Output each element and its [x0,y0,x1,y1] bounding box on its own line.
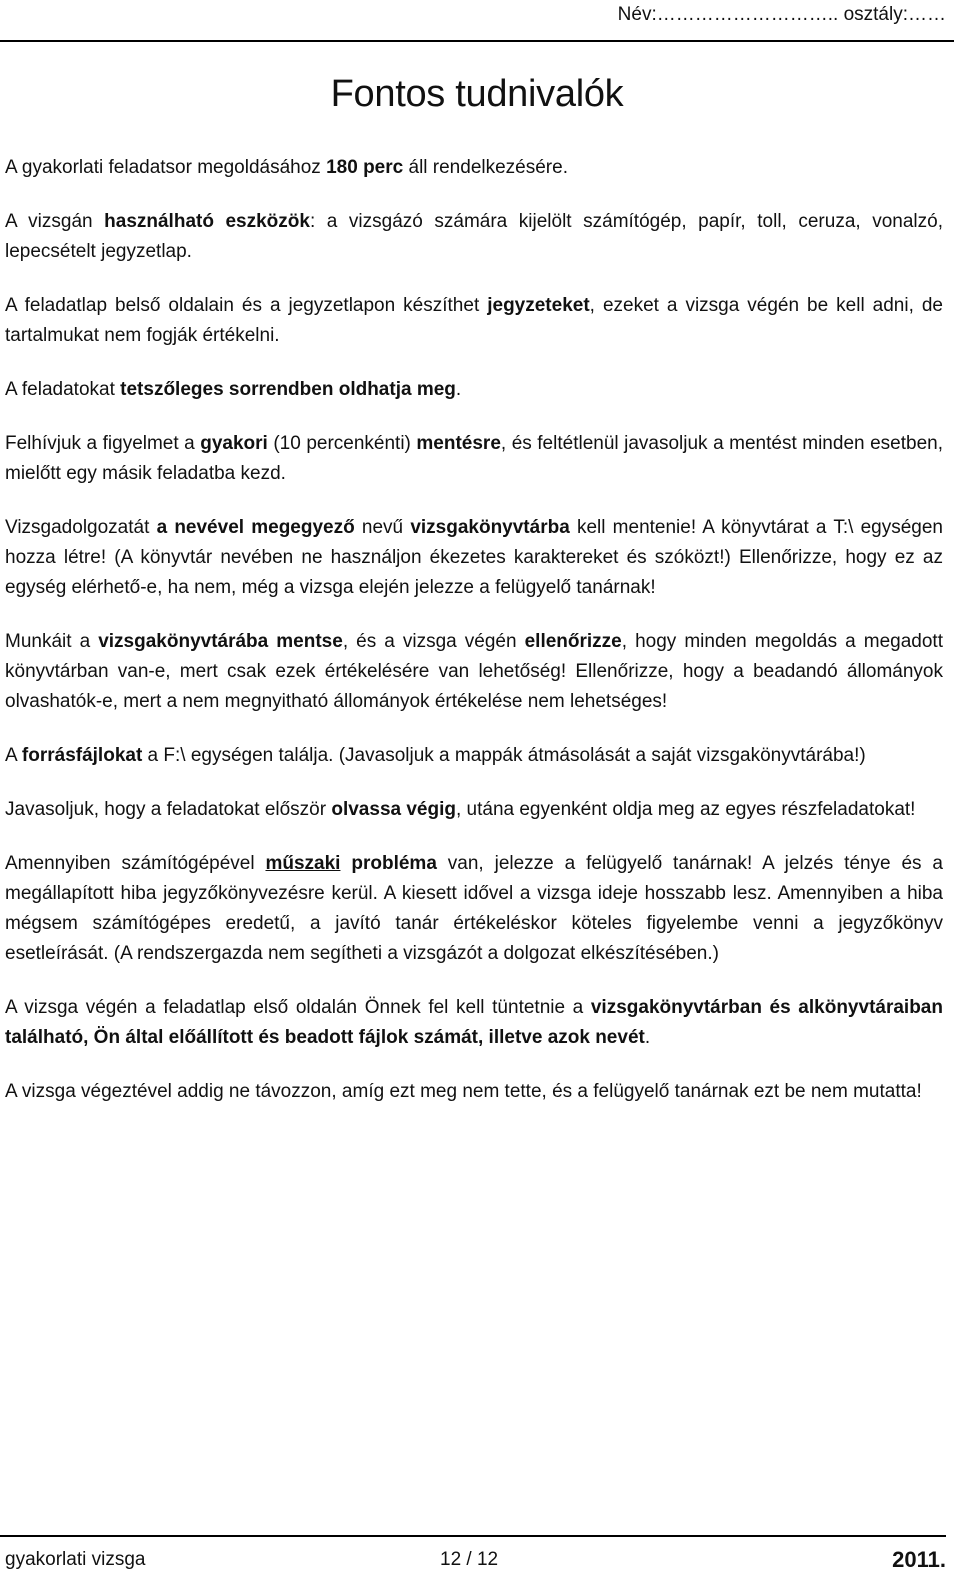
paragraph-exam-time: A gyakorlati feladatsor megoldásához 180 perc áll rendelkezésére. [5,157,568,178]
paragraph-leave: A vizsga végeztével addig ne távozzon, amíg ezt meg nem tette, és a felügyelő tanárnak ezt be nem mutatta! [5,1081,922,1102]
footer-exam-type: gyakorlati vizsga [5,1549,146,1570]
page-header [0,0,954,42]
paragraph-exam-folder: Vizsgadolgozatát a nevével megegyező nevű vizsgakönyvtárba kell mentenie! A könyvtárat a T:\ egységen hozza létre! (A könyvtár nevében ne használjon ékezetes karaktereket és szóközt!) Ellenőrizze, hogy ez az egység elérhető-e, ha nem, még a vizsga elején jelezze a felügyelő tanárnak! [5,517,943,598]
page-footer [0,1535,946,1591]
paragraph-save-check: Munkáit a vizsgakönyvtárába mentse, és a vizsga végén ellenőrizze, hogy minden megoldás a megadott könyvtárban van-e, mert csak ezek értékelésére van lehetőség! Ellenőrizze, hogy a beadandó állományok olvashatók-e, mert a nem megnyitható állományok értékelése nem lehetséges! [5,631,943,712]
footer-year: 2011. [892,1547,946,1572]
paragraph-tools: A vizsgán használható eszközök: a vizsgázó számára kijelölt számítógép, papír, toll, ceruza, vonalzó, lepecsételt jegyzetlap. [5,211,943,262]
paragraph-file-list: A vizsga végén a feladatlap első oldalán Önnek fel kell tüntetnie a vizsgakönyvtárban és alkönyvtáraiban található, Ön által előállított és beadott fájlok számát, illetve azok nevét. [5,997,943,1048]
paragraph-notes: A feladatlap belső oldalain és a jegyzetlapon készíthet jegyzeteket, ezeket a vizsga végén be kell adni, de tartalmukat nem fogják értékelni. [5,295,943,346]
paragraph-order: A feladatokat tetszőleges sorrendben oldhatja meg. [5,379,462,400]
paragraph-saving: Felhívjuk a figyelmet a gyakori (10 percenkénti) mentésre, és feltétlenül javasoljuk a mentést minden esetben, mielőtt egy másik feladatba kezd. [5,433,943,484]
paragraph-source-files: A forrásfájlokat a F:\ egységen találja. (Javasoljuk a mappák átmásolását a saját vizsgakönyvtárába!) [5,745,866,766]
name-class-line: Név:……………………….. osztály:…… [617,4,946,25]
paragraph-technical-problem: Amennyiben számítógépével műszaki probléma van, jelezze a felügyelő tanárnak! A jelzés ténye és a megállapított hiba jegyzőkönyvezésre kerül. A kiesett idővel a vizsga ideje hosszabb lesz. Amennyiben a hiba mégsem számítógépes eredetű, a javító tanár értékeléskor köteles figyelembe venni a jegyzőkönyv esetleírását. (A rendszergazda nem segítheti a vizsgázót a dolgozat elkészítésében.) [5,853,943,964]
footer-page-number: 12 / 12 [440,1549,499,1570]
paragraph-read-first: Javasoljuk, hogy a feladatokat először olvassa végig, utána egyenként oldja meg az egyes részfeladatokat! [5,799,916,820]
page-title: Fontos tudnivalók [330,73,624,115]
instructions-body [5,153,943,1131]
